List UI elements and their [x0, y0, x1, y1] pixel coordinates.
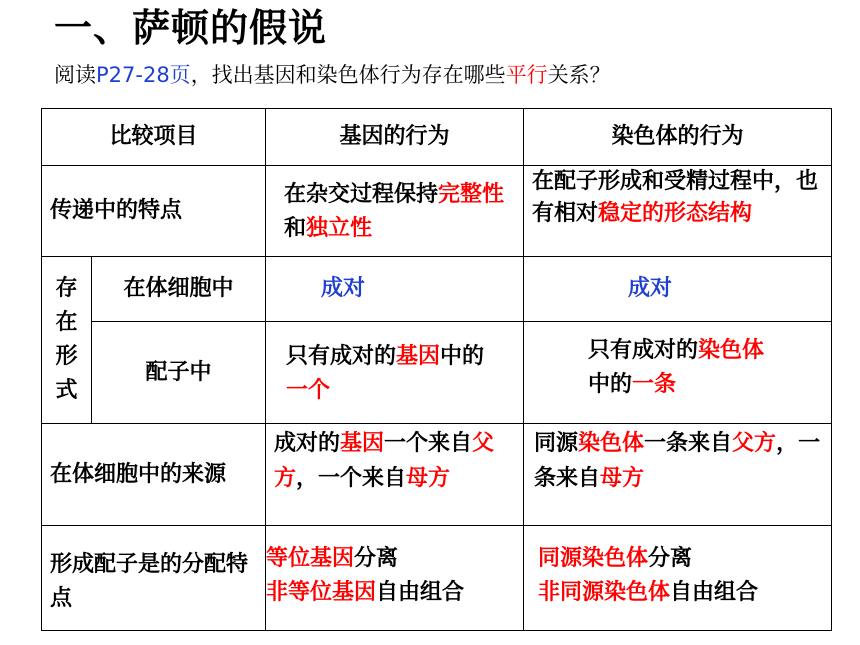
header-gene-behavior: 基因的行为 [266, 109, 524, 166]
intro-middle: ，找出基因和染色体行为存在哪些 [190, 63, 506, 87]
somatic-gene-value: 成对 [266, 257, 524, 322]
distribution-gene-line1: 等位基因分离 [266, 546, 399, 571]
transmission-gene-text: 在杂交过程保持完整性和独立性 [284, 182, 505, 241]
origin-chromosome-cell [524, 424, 832, 526]
gamete-gene-text: 只有成对的基因中的一个 [286, 344, 485, 403]
slide-title: 一、萨顿的假说 [54, 6, 328, 50]
transmission-gene-cell [266, 166, 524, 257]
distribution-chromosome-line1: 同源染色体分离 [538, 546, 693, 571]
somatic-chromosome-value: 成对 [524, 257, 832, 322]
comparison-table [41, 108, 832, 631]
header-comparison-item: 比较项目 [42, 109, 266, 166]
gamete-gene-cell [266, 322, 524, 424]
transmission-chromosome-cell [524, 166, 832, 257]
distribution-gene-cell [266, 526, 524, 631]
transmission-chromosome-text: 在配子形成和受精过程中，也有相对稳定的形态结构 [532, 169, 819, 226]
row-label-origin: 在体细胞中的来源 [42, 424, 266, 526]
row-label-transmission: 传递中的特点 [42, 166, 266, 257]
header-chromosome-behavior: 染色体的行为 [524, 109, 832, 166]
distribution-gene-line2: 非等位基因自由组合 [266, 580, 465, 605]
row-label-somatic: 在体细胞中 [92, 257, 266, 322]
intro-highlight: 平行 [505, 63, 548, 87]
gamete-chromosome-cell [524, 322, 832, 424]
intro-instruction [54, 60, 611, 90]
origin-gene-text: 成对的基因一个来自父方，一个来自母方 [274, 431, 495, 491]
row-label-distribution: 形成配子是的分配特点 [42, 526, 266, 631]
origin-gene-cell [266, 424, 524, 526]
gamete-chromosome-text: 只有成对的染色体 中的一条 [588, 338, 765, 397]
distribution-chromosome-cell [524, 526, 832, 631]
page-reference: P27-28页 [96, 63, 191, 87]
row-label-existence-form: 存在形式 [42, 257, 92, 424]
row-label-gamete: 配子中 [92, 322, 266, 424]
intro-suffix: 关系？ [547, 63, 611, 87]
distribution-chromosome-line2: 非同源染色体自由组合 [538, 580, 759, 605]
intro-prefix: 阅读 [54, 63, 96, 87]
origin-chromosome-text: 同源染色体一条来自父方，一条来自母方 [534, 431, 821, 491]
